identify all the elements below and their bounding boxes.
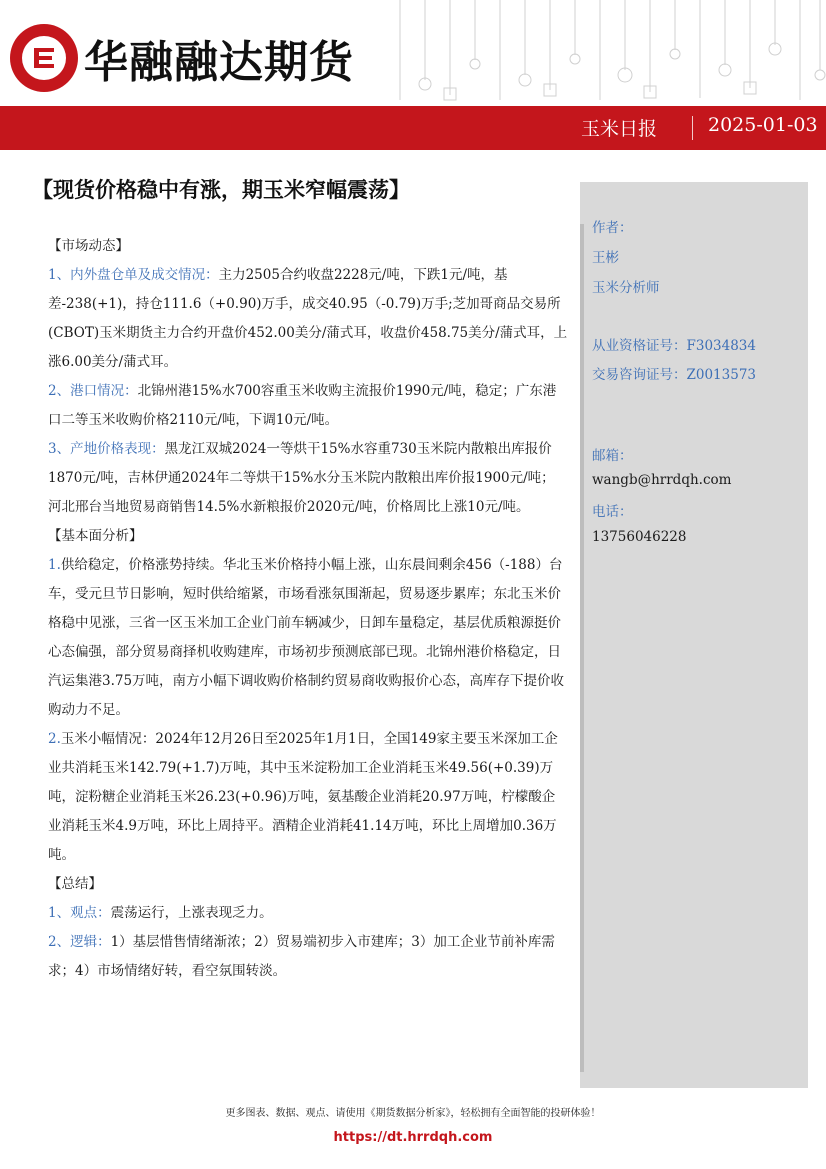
section-title-summary: 【总结】 bbox=[48, 876, 102, 892]
license-number: 从业资格证号：F3034834 bbox=[592, 338, 756, 354]
fundamental-item-2: 2.玉米小幅情况：2024年12月26日至2025年1月1日，全国149家主要玉米深加工企业共消耗玉米142.79(+1.7)万吨，其中玉米淀粉加工企业消耗玉米49.56(+0.39)万吨，淀粉糖企业消耗玉米26.23(+0.96)万吨，氨基酸企业消耗20.97万吨，柠檬酸企业消耗玉米4.9万吨，环比上周持平。酒精企业消耗41.14万吨，环比上周增加0.36万吨。 bbox=[48, 731, 558, 863]
author-label: 作者： bbox=[592, 220, 633, 236]
phone-label: 电话： bbox=[592, 504, 633, 520]
footer-link[interactable]: https://dt.hrrdqh.com bbox=[333, 1130, 493, 1145]
report-title: 玉米日报 bbox=[581, 118, 658, 140]
email-value[interactable]: wangb@hrrdqh.com bbox=[592, 472, 732, 488]
phone-value: 13756046228 bbox=[592, 529, 687, 545]
report-date: 2025-01-03 bbox=[708, 114, 818, 136]
summary-item-1: 1、观点：震荡运行，上涨表现乏力。 bbox=[48, 905, 273, 921]
summary-item-2: 2、逻辑：1）基层惜售情绪渐浓；2）贸易端初步入市建库；3）加工企业节前补库需求；4）市场情绪好转，看空氛围转淡。 bbox=[48, 934, 555, 979]
company-logo bbox=[10, 24, 78, 92]
author-sidebar bbox=[580, 182, 808, 1088]
title-divider bbox=[692, 116, 693, 140]
sidebar-edge bbox=[580, 224, 584, 1072]
footer-note: 更多图表、数据、观点、请使用《期货数据分析家》，轻松拥有全面智能的投研体验！ bbox=[225, 1108, 601, 1119]
market-item-3: 3、产地价格表现：黑龙江双城2024一等烘干15%水容重730玉米院内散粮出库报价1870元/吨，吉林伊通2024年二等烘干15%水分玉米院内散粮出库价报1900元/吨；河北邢台当地贸易商销售14.5%水新粮报价2020元/吨，价格周比上涨10元/吨。 bbox=[48, 441, 555, 515]
main-content bbox=[48, 232, 568, 986]
fundamental-item-1: 1.供给稳定，价格涨势持续。华北玉米价格持小幅上涨，山东晨间剩余456（-188）台车，受元旦节日影响，短时供给缩紧，市场看涨氛围渐起，贸易逐步累库；东北玉米价格稳中见涨，三省一区玉米加工企业门前车辆减少，日卸车量稳定，基层优质粮源挺价心态偏强，部分贸易商择机收购建库，市场初步预测底部已现。北锦州港价格稳定，日汽运集港3.75万吨，南方小幅下调收购价格制约贸易商收购报价心态，高库存下提价收购动力不足。 bbox=[48, 557, 565, 718]
report-header bbox=[0, 0, 826, 150]
section-title-fundamental: 【基本面分析】 bbox=[48, 528, 143, 544]
author-title: 玉米分析师 bbox=[592, 280, 660, 296]
decorative-pattern bbox=[380, 0, 826, 106]
section-title-market: 【市场动态】 bbox=[48, 238, 129, 254]
author-name: 王彬 bbox=[592, 250, 619, 266]
market-item-1: 1、内外盘仓单及成交情况：主力2505合约收盘2228元/吨，下跌1元/吨，基差-238(+1)，持仓111.6（+0.90)万手，成交40.95（-0.79)万手;芝加哥商品交易所(CBOT)玉米期货主力合约开盘价452.00美分/蒲式耳，收盘价458.75美分/蒲式耳，上涨6.00美分/蒲式耳。 bbox=[48, 267, 568, 370]
email-label: 邮箱： bbox=[592, 448, 633, 464]
title-bar bbox=[0, 106, 826, 150]
market-item-2: 2、港口情况：北锦州港15%水700容重玉米收购主流报价1990元/吨，稳定；广东港口二等玉米收购价格2110元/吨，下调10元/吨。 bbox=[48, 383, 557, 428]
page-headline: 【现货价格稳中有涨，期玉米窄幅震荡】 bbox=[32, 177, 410, 202]
logo-glyph-icon bbox=[30, 44, 58, 72]
brand-name: 华融融达期货 bbox=[84, 37, 354, 88]
advisory-number: 交易咨询证号：Z0013573 bbox=[592, 367, 757, 383]
